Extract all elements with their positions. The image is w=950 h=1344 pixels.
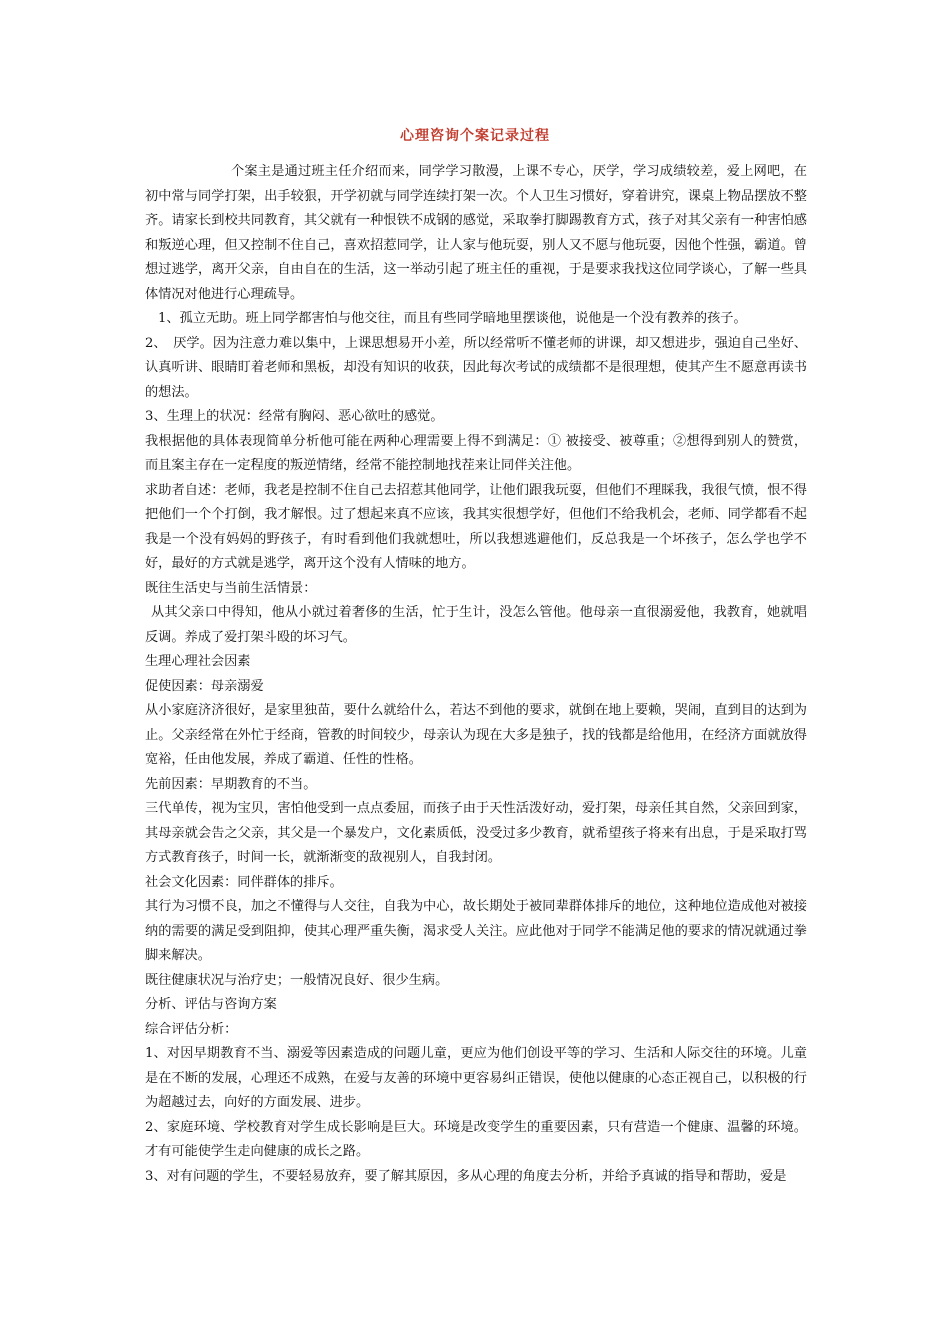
document-body bbox=[145, 160, 807, 1189]
paragraph-family: 从小家庭济济很好，是家里独苗，要什么就给什么，若达不到他的要求，就倒在地上要赖，哭闹，直到目的达到为止。父亲经常在外忙于经商，管教的时间较少，母亲认为现在大多是独子，找的钱都是给他用，在经济方面就放得宽裕，任由他发展，养成了霸道、任性的性格。 bbox=[145, 703, 807, 767]
paragraph-early-education: 三代单传，视为宝贝，害怕他受到一点点委屈，而孩子由于天性活泼好动，爱打架，母亲任其自然，父亲回到家，其母亲就会告之父亲，其父是一个暴发户，文化素质低，没受过多少教育，就希望孩子将来有出息，于是采取打骂方式教育孩子，时间一长，就渐渐变的敌视别人，自我封闭。 bbox=[145, 801, 807, 865]
heading-life-history: 既往生活史与当前生活情景： bbox=[145, 580, 317, 596]
paragraph-self-report: 求助者自述：老师，我老是控制不住自己去招惹其他同学，让他们跟我玩耍，但他们不理睬我，我很气愤，恨不得把他们一个个打倒，我才解恨。过了想起来真不应该，我其实很想学好，但他们不给我机会，老师、同学都看不起我是一个没有妈妈的野孩子，有时看到他们我就想吐，所以我想逃避他们，反总我是一个坏孩子，怎么学也学不好，最好的方式就是逃学，离开这个没有人情味的地方。 bbox=[145, 482, 807, 571]
heading-prior-factor: 先前因素：早期教育的不当。 bbox=[145, 776, 317, 792]
paragraph-assessment-3: 3、对有问题的学生，不要轻易放弃，要了解其原因，多从心理的角度去分析，并给予真诚的指导和帮助，爱是 bbox=[145, 1168, 787, 1184]
paragraph-intro: 个案主是通过班主任介绍而来，同学学习散漫，上课不专心，厌学，学习成绩较差，爱上网吧，在初中常与同学打架，出手较狠，开学初就与同学连续打架一次。个人卫生习惯好，穿着讲究，课桌上物品摆放不整齐。请家长到校共同教育，其父就有一种恨铁不成钢的感觉，采取拳打脚踢教育方式，孩子对其父亲有一种害怕感和叛逆心理，但又控制不住自己，喜欢招惹同学，让人家与他玩耍，别人又不愿与他玩耍，因他个性强，霸道。曾想过逃学，离开父亲，自由自在的生活，这一举动引起了班主任的重视，于是要求我找这位同学谈心，了解一些具体情况对他进行心理疏导。 bbox=[145, 164, 807, 302]
paragraph-analysis: 我根据他的具体表现简单分析他可能在两种心理需要上得不到满足：① 被接受、被尊重；②想得到别人的赞赏，而且案主存在一定程度的叛逆情绪，经常不能控制地找茬来让同伴关注他。 bbox=[145, 433, 807, 473]
heading-comprehensive-assessment: 综合评估分析： bbox=[145, 1021, 238, 1037]
paragraph-assessment-1: 1、对因早期教育不当、溺爱等因素造成的问题儿童，更应为他们创设平等的学习、生活和人际交往的环境。儿童是在不断的发展，心理还不成熟，在爱与友善的环境中更容易纠正错误，使他以健康的心态正视自己，以积极的行为超越过去，向好的方面发展、进步。 bbox=[145, 1046, 807, 1110]
paragraph-item-3: 3、生理上的状况：经常有胸闷、恶心欲吐的感觉。 bbox=[145, 409, 444, 424]
paragraph-item-2: 2、 厌学。因为注意力难以集中，上课思想易开小差，所以经常听不懂老师的讲课，却又想进步，强迫自己坐好、认真听讲、眼睛盯着老师和黑板，却没有知识的收获，因此每次考试的成绩都不是很理想，使其产生不愿意再读书的想法。 bbox=[145, 335, 807, 400]
heading-biopsychosocial: 生理心理社会因素 bbox=[145, 654, 251, 669]
heading-precipitating-factor: 促使因素：母亲溺爱 bbox=[145, 678, 264, 694]
heading-social-factor: 社会文化因素：同伴群体的排斥。 bbox=[145, 874, 343, 890]
paragraph-item-1: 1、孤立无助。班上同学都害怕与他交往，而且有些同学暗地里摆谈他，说他是一个没有教养的孩子。 bbox=[158, 311, 747, 326]
paragraph-life-history: 从其父亲口中得知，他从小就过着奢侈的生活，忙于生计，没怎么管他。他母亲一直很溺爱他，我教育，她就唱反调。养成了爱打架斗殴的坏习气。 bbox=[145, 605, 807, 645]
paragraph-health-history: 既往健康状况与治疗史；一般情况良好、很少生病。 bbox=[145, 972, 449, 988]
paragraph-peer-exclusion: 其行为习惯不良，加之不懂得与人交往，自我为中心，故长期处于被同辈群体排斥的地位，这种地位造成他对被接纳的需要的满足受到阻抑，使其心理严重失衡，渴求受人关注。应此他对于同学不能满足他的要求的情况就通过拳脚来解决。 bbox=[145, 899, 807, 963]
heading-assessment-plan: 分析、评估与咨询方案 bbox=[145, 997, 277, 1012]
document-title: 心理咨询个案记录过程 bbox=[400, 128, 550, 144]
paragraph-assessment-2: 2、家庭环境、学校教育对学生成长影响是巨大。环境是改变学生的重要因素，只有营造一个健康、温馨的环境。才有可能使学生走向健康的成长之路。 bbox=[145, 1119, 807, 1159]
